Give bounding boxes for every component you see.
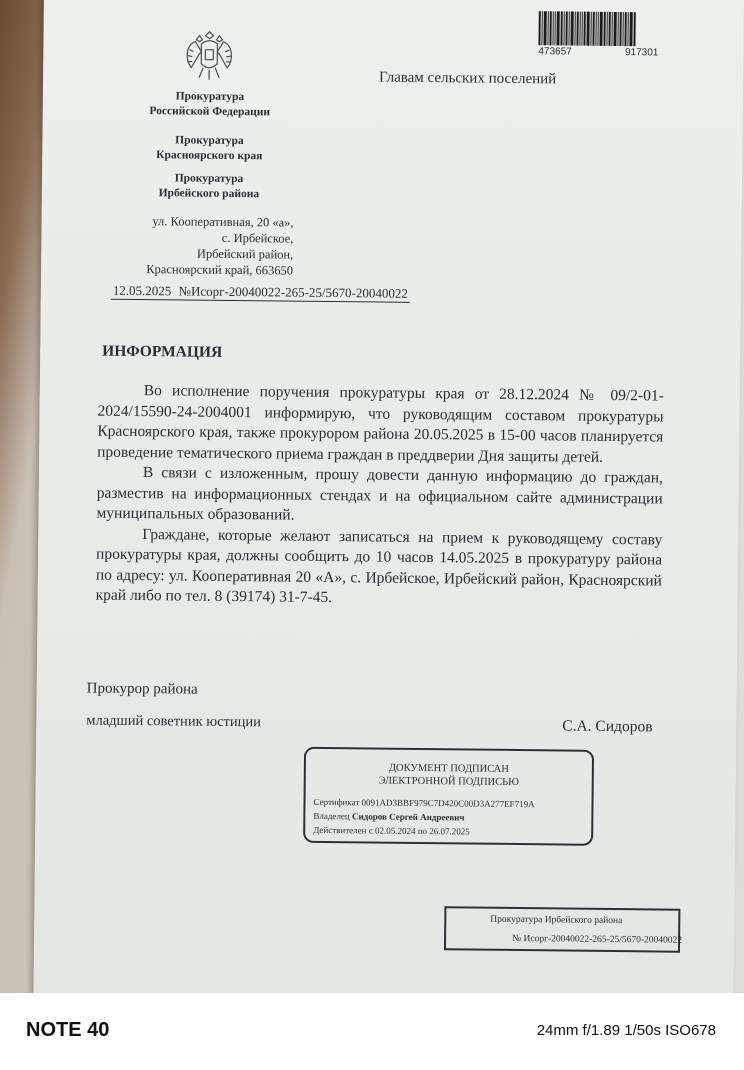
paragraph-1: Во исполнение поручения прокуратуры края от 28.12.2024 № 09/2-01-2024/15590-24-2004001 информирую, что руководящим составом прокуратуры Красноярского края, также прокурором района 20.05.2025 в 15-00 часов планируется проведение тематического приема граждан в преддверии Дня защиты детей. [97, 382, 664, 466]
certificate-value: 0091AD3BBF979C7D420C00D3A277EF719A [361, 797, 535, 810]
valid-from-label: с [368, 825, 373, 836]
document-heading: ИНФОРМАЦИЯ [102, 342, 223, 361]
registration-stamp [444, 906, 683, 952]
registration-number: № Исорг-20040022-265-25/5670-20040022 [512, 933, 683, 946]
owner-value: Сидоров Сергей Андреевич [351, 811, 465, 823]
barcode-bars [538, 11, 658, 46]
document-body [96, 381, 664, 612]
sender-org1-line1: Прокуратура [175, 90, 245, 104]
barcode-number-right: 917301 [624, 47, 659, 59]
certificate-label: Сертификат [313, 796, 360, 808]
e-signature-title-2: ЭЛЕКТРОННОЙ ПОДПИСЬЮ [378, 775, 520, 789]
owner-label: Владелец [313, 810, 350, 822]
recipient: Главам сельских поселений [379, 69, 557, 88]
sender-address [93, 213, 294, 279]
signer-position-1: Прокурор района [86, 680, 198, 698]
address-line-4: Красноярский край, 663650 [146, 262, 294, 278]
valid-to-label: по [417, 825, 428, 837]
address-line-3: Ирбейский район, [196, 246, 294, 262]
valid-label: Действителен [313, 824, 367, 836]
paragraph-2: В связи с изложенным, прошу довести данную информацию до граждан, разместив на информационных стендах и на официальном сайте администрации муниципальных образований. [96, 464, 664, 524]
eagle-emblem-icon [181, 25, 238, 84]
barcode-number-left: 473657 [538, 46, 572, 58]
sender-org2-line1: Прокуратура [175, 134, 244, 148]
camera-device-label: NOTE 40 [26, 1019, 110, 1041]
sender-org1-line2: Российской Федерации [149, 105, 271, 119]
signer-name: С.А. Сидоров [562, 717, 653, 736]
sender-org2-line2: Красноярского края [156, 149, 263, 163]
e-signature-title-1: ДОКУМЕНТ ПОДПИСАН [388, 762, 509, 775]
camera-exif-label: 24mm f/1.89 1/50s ISO678 [536, 1022, 716, 1039]
document-page [33, 0, 744, 993]
address-line-1: ул. Кооперативная, 20 «а», [152, 214, 294, 230]
valid-from: 02.05.2024 [374, 825, 416, 836]
registration-org: Прокуратура Ирбейского района [490, 914, 623, 927]
valid-to: 26.07.2025 [429, 826, 470, 837]
outgoing-date-number [111, 283, 410, 303]
signer-position-2: младший советник юстиции [86, 712, 262, 731]
address-line-2: с. Ирбейское, [221, 230, 294, 246]
paragraph-3: Граждане, которые желают записаться на прием к руководящему составу прокуратуры края, должны сообщить до 10 часов 14.05.2025 в прокуратуру района по адресу: ул. Кооперативная 20 «А», с. Ирбейское, Ирбейский район, Красноярский край либо по тел. 8 (39174) 31-7-45. [95, 525, 663, 607]
outgoing-number: №Исорг-20040022-265-25/5670-20040022 [178, 283, 409, 301]
sender-org3-line1: Прокуратура [174, 172, 244, 186]
barcode [538, 11, 658, 58]
sender-org3-line2: Ирбейского района [158, 187, 260, 201]
e-signature-stamp [303, 747, 594, 846]
outgoing-date: 12.05.2025 [112, 282, 172, 299]
sender-block [124, 89, 295, 203]
